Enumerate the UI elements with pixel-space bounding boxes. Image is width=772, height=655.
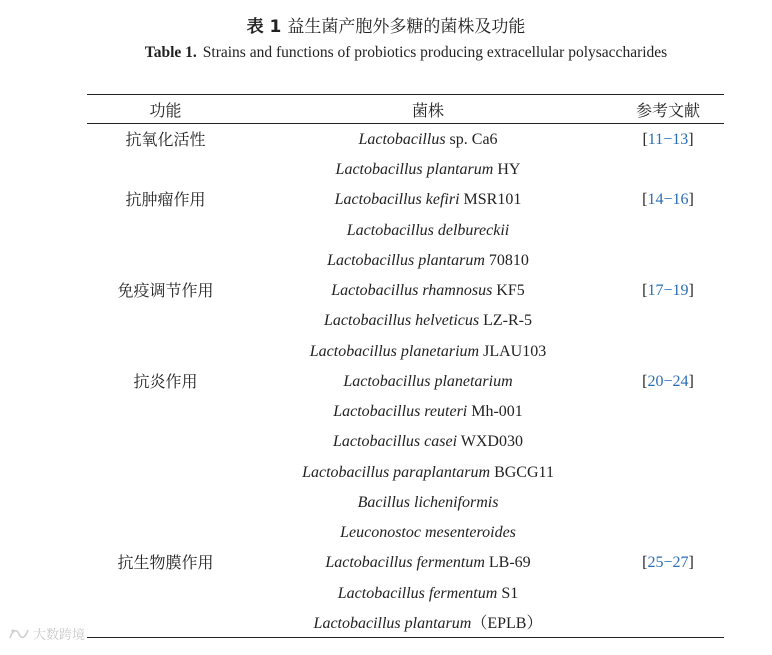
species-name: Lactobacillus helveticus — [324, 312, 480, 329]
function-cell: 免疫调节作用 — [117, 281, 214, 300]
caption-cn-label: 表 1 — [246, 17, 282, 37]
species-name: Lactobacillus plantarum — [327, 252, 485, 269]
table-top-rule — [87, 94, 724, 95]
reference-link[interactable]: 17−19 — [647, 282, 689, 299]
reference-link[interactable]: 11−13 — [647, 131, 689, 148]
reference-cell — [613, 372, 723, 392]
species-name: Lactobacillus casei — [333, 433, 458, 450]
strain-id: LZ-R-5 — [483, 312, 532, 329]
table-caption-cn — [0, 12, 772, 37]
reference-cell — [613, 553, 723, 573]
species-name: Lactobacillus kefiri — [334, 191, 460, 208]
ref-bracket: [ — [642, 554, 648, 571]
strain-id: S1 — [501, 585, 519, 602]
species-name: Lactobacillus fermentum — [337, 585, 498, 602]
species-name: Bacillus licheniformis — [357, 494, 499, 511]
function-cell: 抗肿瘤作用 — [125, 190, 206, 209]
species-name: Lactobacillus reuteri — [333, 403, 468, 420]
strain-id: LB-69 — [488, 554, 531, 571]
caption-cn-text: 益生菌产胞外多糖的菌株及功能 — [287, 17, 526, 37]
strain-id: sp. Ca6 — [449, 131, 498, 148]
caption-en-label: Table 1. — [144, 44, 197, 61]
strain-id: （EPLB） — [471, 615, 543, 632]
function-cell: 抗氧化活性 — [125, 130, 206, 149]
reference-cell — [613, 190, 723, 210]
species-name: Lactobacillus planetarium — [343, 373, 513, 390]
strain-cell — [243, 463, 613, 483]
reference-link[interactable]: 25−27 — [647, 554, 689, 571]
strain-cell — [243, 614, 613, 634]
strain-cell — [243, 190, 613, 210]
strain-cell — [243, 311, 613, 331]
function-cell: 抗生物膜作用 — [117, 553, 214, 572]
header-strain: 菌株 — [411, 101, 444, 120]
strain-cell — [243, 251, 613, 271]
reference-cell — [613, 281, 723, 301]
strain-cell — [243, 523, 613, 543]
header-function: 功能 — [149, 101, 182, 120]
strain-cell — [243, 342, 613, 362]
table-caption-en — [0, 44, 772, 62]
watermark — [8, 624, 85, 643]
strain-cell — [243, 130, 613, 150]
reference-link[interactable]: 20−24 — [647, 373, 689, 390]
strain-id: BGCG11 — [494, 464, 554, 481]
strain-id: Mh-001 — [471, 403, 523, 420]
table-header-rule — [87, 123, 724, 124]
ref-bracket: [ — [642, 373, 648, 390]
ref-bracket: ] — [688, 131, 694, 148]
species-name: Lactobacillus plantarum — [335, 161, 494, 178]
ref-bracket: ] — [688, 554, 694, 571]
strain-cell — [243, 281, 613, 301]
species-name: Lactobacillus rhamnosus — [331, 282, 493, 299]
species-name: Lactobacillus fermentum — [325, 554, 485, 571]
header-references: 参考文献 — [635, 101, 700, 120]
species-name: Lactobacillus plantarum — [313, 615, 472, 632]
strain-id: KF5 — [496, 282, 525, 299]
ref-bracket: ] — [688, 191, 694, 208]
strain-cell — [243, 372, 613, 392]
species-name: Lactobacillus planetarium — [309, 343, 480, 360]
caption-en-text: Strains and functions of probiotics producing extracellular polysaccharides — [202, 44, 668, 61]
reference-link[interactable]: 14−16 — [647, 191, 689, 208]
table-bottom-rule — [87, 637, 724, 638]
strain-id: MSR101 — [463, 191, 522, 208]
strain-cell — [243, 221, 613, 241]
reference-cell — [613, 130, 723, 150]
species-name: Lactobacillus — [358, 131, 446, 148]
strain-id: HY — [497, 161, 521, 178]
ref-bracket: [ — [642, 131, 648, 148]
species-name: Leuconostoc mesenteroides — [340, 524, 516, 541]
ref-bracket: [ — [642, 191, 648, 208]
strain-id: WXD030 — [460, 433, 523, 450]
strain-id: JLAU103 — [483, 343, 547, 360]
strain-id: 70810 — [488, 252, 529, 269]
strain-cell — [243, 432, 613, 452]
strain-cell — [243, 160, 613, 180]
ref-bracket: ] — [688, 282, 694, 299]
watermark-text: 大数跨境 — [33, 628, 86, 643]
strain-cell — [243, 584, 613, 604]
strain-cell — [243, 553, 613, 573]
ref-bracket: [ — [642, 282, 648, 299]
species-name: Lactobacillus delbureckii — [346, 222, 510, 239]
ref-bracket: ] — [688, 373, 694, 390]
species-name: Lactobacillus paraplantarum — [302, 464, 491, 481]
strain-cell — [243, 402, 613, 422]
watermark-logo-icon — [8, 627, 30, 641]
strain-cell — [243, 493, 613, 513]
function-cell: 抗炎作用 — [133, 372, 198, 391]
